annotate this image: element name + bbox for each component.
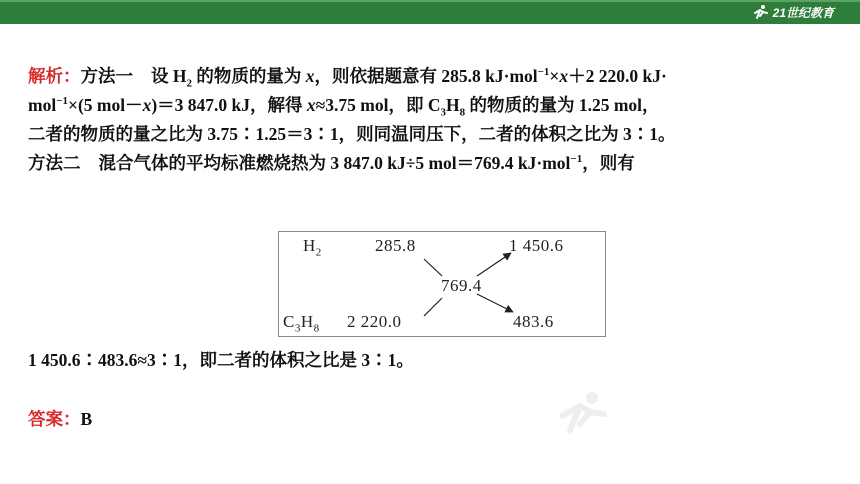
variable: x bbox=[305, 66, 315, 86]
text: ，则有 bbox=[582, 153, 635, 173]
variable: x bbox=[306, 95, 316, 115]
text: H bbox=[300, 312, 314, 331]
text: ≈3.75 mol，即 C bbox=[315, 95, 441, 115]
watermark-logo bbox=[552, 390, 612, 434]
subscript: 2 bbox=[315, 246, 322, 259]
h2-formula bbox=[303, 236, 322, 259]
analysis-line-4 bbox=[28, 149, 848, 178]
text: H bbox=[445, 95, 460, 115]
superscript: −1 bbox=[570, 153, 583, 166]
runner-icon bbox=[751, 4, 769, 20]
text: ×(5 mol－ bbox=[67, 95, 143, 115]
c3h8-formula bbox=[283, 312, 320, 335]
answer-line bbox=[28, 406, 92, 431]
line-h2-to-avg bbox=[424, 259, 442, 276]
analysis-line-2 bbox=[28, 91, 848, 120]
text: mol bbox=[28, 95, 57, 115]
answer-label: 答案： bbox=[28, 409, 81, 429]
brand-name: 21世纪教育 bbox=[772, 5, 834, 20]
superscript: −1 bbox=[56, 95, 68, 108]
method2-label: 方法二 bbox=[28, 153, 81, 173]
bottom-diff-value: 483.6 bbox=[513, 312, 554, 331]
text: 的物质的量为 1.25 mol， bbox=[465, 95, 660, 115]
arrow-avg-to-top-diff bbox=[477, 253, 511, 276]
average-value: 769.4 bbox=[441, 276, 482, 295]
analysis-conclusion bbox=[28, 346, 848, 375]
analysis-label: 解析： bbox=[28, 66, 81, 86]
c3h8-value: 2 220.0 bbox=[347, 312, 402, 331]
text: 设 H bbox=[151, 66, 187, 86]
line-c3h8-to-avg bbox=[424, 298, 442, 316]
text: × bbox=[549, 66, 560, 86]
cross-method-diagram bbox=[278, 231, 606, 337]
header-bar bbox=[0, 0, 860, 24]
analysis-block bbox=[28, 62, 848, 178]
answer-value: B bbox=[80, 409, 93, 429]
variable: x bbox=[559, 66, 569, 86]
text: )＝3 847.0 kJ，解得 bbox=[151, 95, 307, 115]
superscript: −1 bbox=[537, 66, 550, 79]
subscript: 2 bbox=[186, 77, 192, 90]
header-highlight bbox=[0, 0, 860, 2]
top-diff-value: 1 450.6 bbox=[509, 236, 564, 255]
arrow-avg-to-bottom-diff bbox=[477, 294, 513, 312]
method1-label: 方法一 bbox=[80, 66, 133, 86]
text: 混合气体的平均标准燃烧热为 3 847.0 kJ÷5 mol＝769.4 kJ·mol bbox=[98, 153, 571, 173]
subscript: 8 bbox=[459, 106, 466, 119]
text: ＋2 220.0 kJ· bbox=[568, 66, 667, 86]
text: H bbox=[303, 236, 316, 255]
analysis-line-1 bbox=[28, 62, 848, 91]
runner-watermark-icon bbox=[552, 390, 612, 434]
analysis-line-5: 1 450.6∶483.6≈3∶1，即二者的体积之比是 3∶1。 bbox=[28, 350, 414, 370]
analysis-line-3: 二者的物质的量之比为 3.75∶1.25＝3∶1，则同温同压下，二者的体积之比为 3∶1。 bbox=[28, 124, 676, 144]
brand-logo bbox=[751, 3, 834, 21]
subscript: 8 bbox=[313, 322, 320, 335]
text: 的物质的量为 bbox=[192, 66, 306, 86]
h2-value: 285.8 bbox=[375, 236, 416, 255]
variable: x bbox=[142, 95, 152, 115]
subscript: 3 bbox=[440, 106, 446, 119]
text: ，则依据题意有 285.8 kJ·mol bbox=[314, 66, 538, 86]
text: C bbox=[283, 312, 295, 331]
subscript: 3 bbox=[294, 322, 301, 335]
